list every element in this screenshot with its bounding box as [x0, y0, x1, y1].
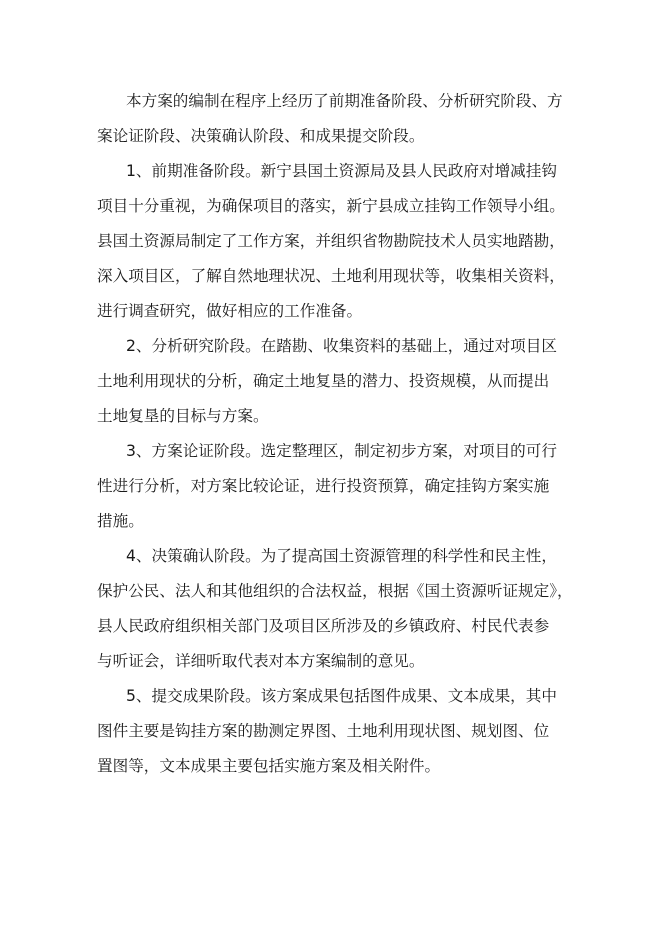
text-line: 置图等，文本成果主要包括实施方案及相关附件。	[97, 757, 441, 775]
text-line: 1、前期准备阶段。新宁县国土资源局及县人民政府对增减挂钩	[126, 162, 557, 180]
paragraph-stage-1	[97, 154, 571, 329]
text-line: 项目十分重视，为确保项目的落实，新宁县成立挂钩工作领导小组。	[97, 197, 565, 215]
text-line: 进行调查研究，做好相应的工作准备。	[97, 302, 363, 320]
text-line: 5、提交成果阶段。该方案成果包括图件成果、文本成果，其中	[126, 687, 557, 705]
text-line: 县人民政府组织相关部门及项目区所涉及的乡镇政府、村民代表参	[97, 617, 550, 635]
text-line: 县国土资源局制定了工作方案，并组织省物勘院技术人员实地踏勘，	[97, 232, 565, 250]
text-line: 深入项目区，了解自然地理状况、土地利用现状等，收集相关资料，	[97, 267, 565, 285]
paragraph-stage-5	[97, 679, 571, 784]
text-line: 土地复垦的目标与方案。	[97, 407, 269, 425]
text-line: 4、决策确认阶段。为了提高国土资源管理的科学性和民主性，	[126, 547, 557, 565]
text-line: 案论证阶段、决策确认阶段、和成果提交阶段。	[97, 127, 425, 145]
paragraph-intro	[97, 84, 571, 154]
text-line: 3、方案论证阶段。选定整理区，制定初步方案，对项目的可行	[126, 442, 557, 460]
text-line: 保护公民、法人和其他组织的合法权益，根据《国土资源听证规定》，	[97, 582, 573, 600]
paragraph-stage-4	[97, 539, 571, 679]
text-line: 2、分析研究阶段。在踏勘、收集资料的基础上，通过对项目区	[126, 337, 557, 355]
text-line: 土地利用现状的分析，确定土地复垦的潜力、投资规模，从而提出	[97, 372, 550, 390]
text-line: 措施。	[97, 512, 144, 530]
text-line: 图件主要是钩挂方案的勘测定界图、土地利用现状图、规划图、位	[97, 722, 550, 740]
document-body	[97, 84, 571, 784]
text-line: 与听证会，详细听取代表对本方案编制的意见。	[97, 652, 425, 670]
text-line: 性进行分析，对方案比较论证，进行投资预算，确定挂钩方案实施	[97, 477, 550, 495]
text-line: 本方案的编制在程序上经历了前期准备阶段、分析研究阶段、方	[126, 92, 563, 110]
paragraph-stage-3	[97, 434, 571, 539]
paragraph-stage-2	[97, 329, 571, 434]
